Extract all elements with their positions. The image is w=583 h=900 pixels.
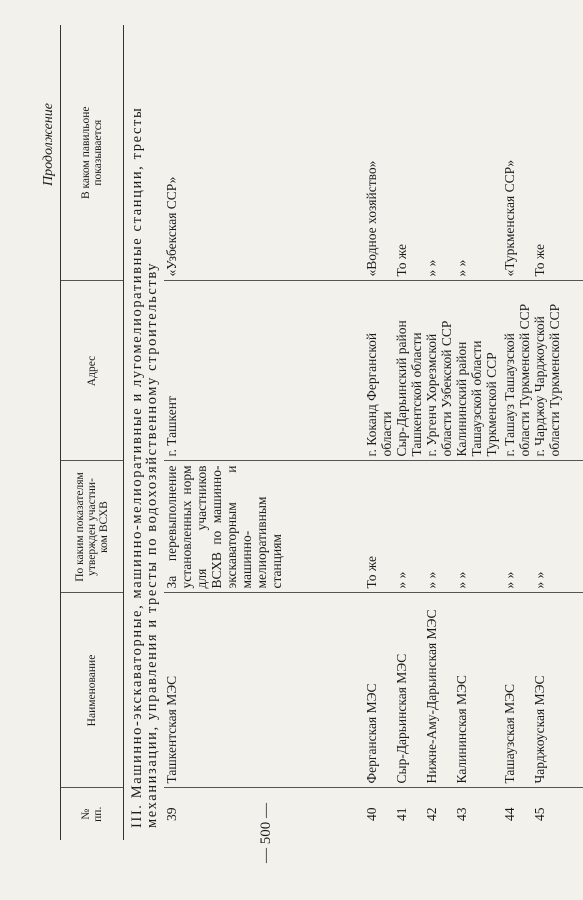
row-pavilion: То же	[532, 25, 583, 281]
table-row	[532, 25, 583, 840]
row-address: г. Ургенч Хорезмской области Узбекской ССР	[424, 281, 454, 461]
header-number-text: № пп.	[80, 806, 104, 822]
row-pavilion: » »	[454, 25, 502, 281]
header-number	[61, 788, 124, 840]
row-criteria: » »	[424, 461, 454, 593]
continuation-label: Продолжение	[41, 103, 56, 186]
page-number: — 500 —	[258, 803, 274, 863]
row-criteria: » »	[394, 461, 424, 593]
row-address: Сыр-Дарьинский район Ташкентской области	[394, 281, 424, 461]
row-pavilion: «Туркменская ССР»	[502, 25, 532, 281]
section-title: III. Машинно-экскаваторные, машинно-мелиоративные и лугомелиоративные станции, тресты механизации, управления и тресты по водохозяйственному строительству	[129, 106, 160, 828]
row-address: г. Коканд Ферганской области	[364, 281, 394, 461]
row-name: Нижне-Аму-Дарьинская МЭС	[424, 593, 454, 788]
table-header	[61, 25, 124, 840]
row-number: 41	[394, 807, 409, 821]
row-name: Калининская МЭС	[454, 593, 502, 788]
row-criteria: То же	[364, 461, 394, 593]
header-pavilion	[61, 25, 124, 281]
table-row	[394, 25, 424, 840]
header-criteria	[61, 461, 124, 593]
row-address: Калининский район Ташаузской области Туркменской ССР	[454, 281, 502, 461]
row-pavilion: То же	[394, 25, 424, 281]
row-address: г. Ташкент	[164, 281, 364, 461]
row-criteria: За перевыполнение установленных норм для участников ВСХВ по машинно-экскаваторным и машинно-мелиоративным станциям	[164, 461, 364, 593]
row-name: Сыр-Дарьинская МЭС	[394, 593, 424, 788]
row-pavilion: «Узбекская ССР»	[164, 25, 364, 281]
header-criteria-text: По каким показателям утвержден участни- ком ВСХВ	[74, 472, 110, 582]
row-criteria: » »	[532, 461, 583, 593]
row-pavilion: » »	[424, 25, 454, 281]
table-row	[364, 25, 394, 840]
row-name: Ташкентская МЭС	[164, 593, 364, 788]
row-address: г. Ташауз Ташаузской области Туркменской ССР	[502, 281, 532, 461]
row-number: 43	[454, 807, 469, 821]
row-pavilion: «Водное хозяйство»	[364, 25, 394, 281]
row-number: 39	[164, 807, 179, 821]
header-address	[61, 281, 124, 461]
header-name	[61, 593, 124, 788]
table-row	[454, 25, 502, 840]
row-number: 44	[502, 807, 517, 821]
row-criteria: » »	[454, 461, 502, 593]
row-criteria: » »	[502, 461, 532, 593]
row-name: Ферганская МЭС	[364, 593, 394, 788]
header-address-text: Адрес	[86, 355, 98, 387]
table-row	[502, 25, 532, 840]
table-row	[424, 25, 454, 840]
row-name: Чарджоуская МЭС	[532, 593, 583, 788]
row-number: 42	[424, 807, 439, 821]
header-pavilion-text: В каком павильоне показывается	[80, 106, 104, 200]
table-row	[164, 25, 364, 840]
row-name: Ташаузская МЭС	[502, 593, 532, 788]
header-name-text: Наименование	[86, 654, 98, 727]
stations-table	[60, 25, 583, 840]
row-number: 45	[532, 807, 547, 821]
row-address: г. Чарджоу Чарджоуской области Туркменской ССР	[532, 281, 583, 461]
row-number: 40	[364, 807, 379, 821]
